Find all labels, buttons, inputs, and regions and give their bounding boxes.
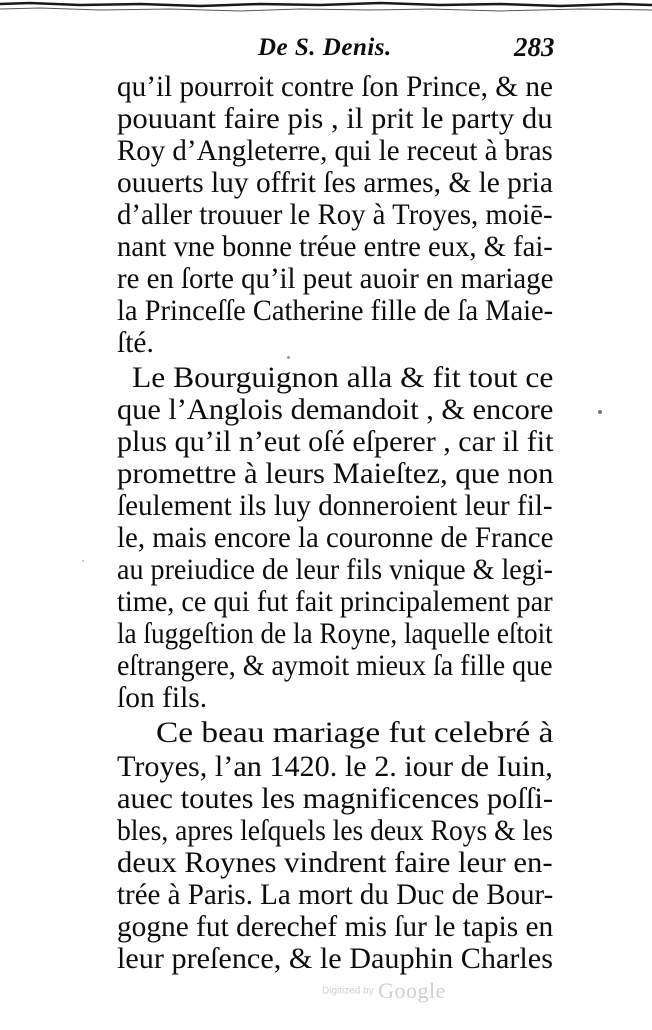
running-title: De S. Denis. [258,34,392,61]
text-line: qu’il pourroit contre ſon Prince, & ne [117,71,553,103]
page-number: 283 [514,32,555,62]
text-line: Troyes, l’an 1420. le 2. iour de Iuin, [117,751,553,783]
text-line: Ce beau mariage fut celebré à [156,717,554,749]
text-line: ſeulement ils luy donneroient leur fil- [117,490,553,522]
watermark-prefix: Digitized by [322,985,374,997]
ink-speck [598,410,602,414]
text-line: d’aller trouuer le Roy à Troyes, moiē- [117,199,553,231]
text-line: la ſuggeſtion de la Royne, laquelle eſtoit [117,618,553,650]
ink-speck [287,356,290,359]
text-line: ſté. [117,327,154,359]
text-line: plus qu’il n’eut oſé eſperer , car il fit [117,426,554,458]
text-line: re en ſorte qu’il peut auoir en mariage [117,263,554,295]
watermark-brand: Google [378,978,446,1003]
text-line: au preiudice de leur fils vnique & legi- [117,554,553,586]
text-line: promettre à leurs Maieſtez, que non [117,458,554,490]
text-line: le, mais encore la couronne de France [117,522,554,554]
text-line: ſon fils. [117,682,208,714]
text-line: Roy d’Angleterre, qui le receut à bras [117,135,553,167]
text-line: nant vne bonne tréue entre eux, & fai- [117,231,553,263]
text-line: gogne fut derechef mis ſur le tapis en [117,911,554,943]
digitized-watermark [322,978,446,1004]
text-line: trée à Paris. La mort du Duc de Bour- [117,879,554,911]
text-line: que l’Anglois demandoit , & encore [117,394,554,426]
text-line: auec toutes les magnificences poſſi- [117,783,554,815]
text-line: Le Bourguignon alla & fit tout ce [132,362,554,394]
text-line: time, ce qui fut fait principalement par [117,586,553,618]
ink-speck [82,560,84,562]
text-line: leur preſence, & le Dauphin Charles [117,943,553,975]
text-line: eſtrangere, & aymoit mieux ſa fille que [117,650,553,682]
text-line: ouuerts luy offrit ſes armes, & le pria [117,167,553,199]
text-line: bles, apres leſquels les deux Roys & les [117,815,554,847]
text-line: pouuant faire pis , il prit le party du [117,103,553,135]
text-line: la Princeſſe Catherine fille de ſa Maie- [117,295,554,327]
text-line: deux Roynes vindrent faire leur en- [117,847,553,879]
